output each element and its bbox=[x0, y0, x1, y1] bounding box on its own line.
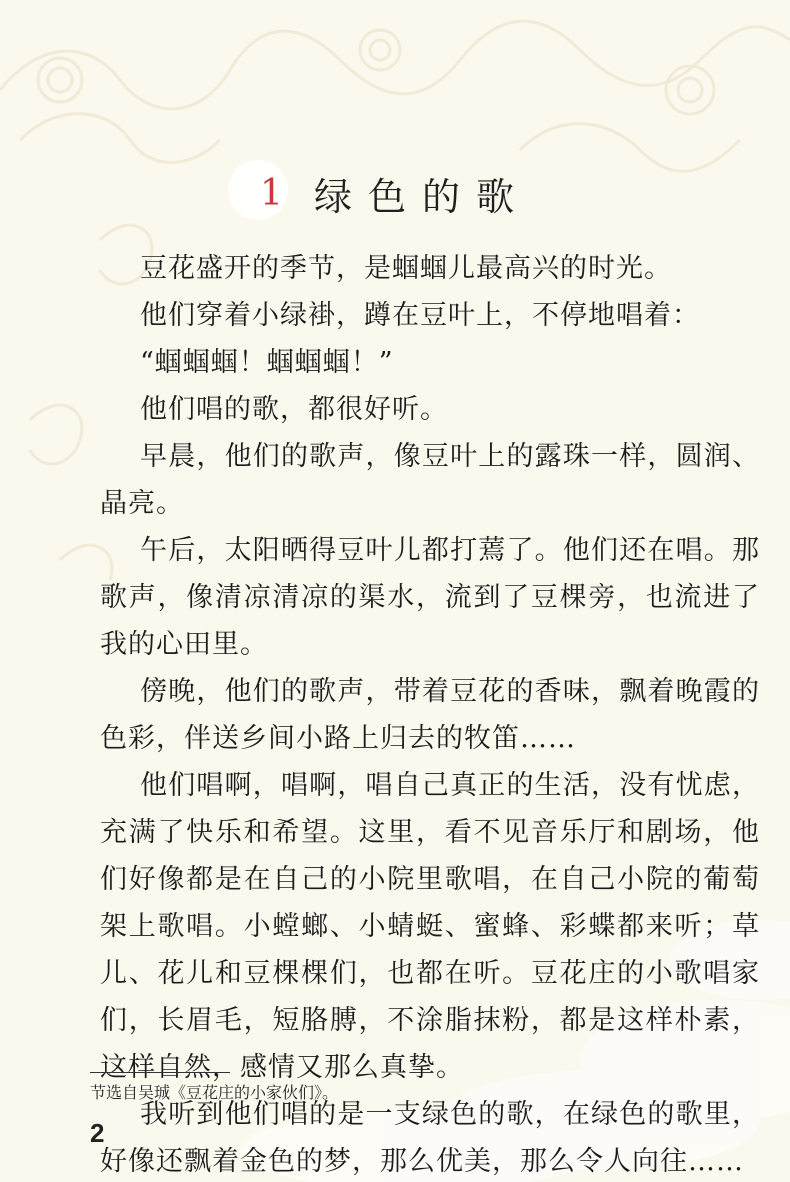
footnote: 节选自吴珹《豆花庄的小家伙们》。 bbox=[90, 1083, 339, 1102]
lesson-title: 绿色的歌 bbox=[313, 175, 530, 219]
paragraph: 午后，太阳晒得豆叶儿都打蔫了。他们还在唱。那歌声，像清凉清凉的渠水，流到了豆棵旁，也流进了我的心田里。 bbox=[100, 535, 760, 660]
paragraph: “蝈蝈蝈！蝈蝈蝈！” bbox=[140, 347, 394, 378]
lesson-body bbox=[100, 245, 760, 1182]
lesson-number: 1 bbox=[259, 173, 283, 214]
paragraph: 早晨，他们的歌声，像豆叶上的露珠一样，圆润、晶亮。 bbox=[100, 441, 760, 519]
paragraph: 我听到他们唱的是一支绿色的歌，在绿色的歌里，好像还飘着金色的梦，那么优美，那么令人向往…… bbox=[100, 1099, 760, 1177]
page-number: 2 bbox=[90, 1118, 105, 1148]
paragraph: 他们唱的歌，都很好听。 bbox=[140, 394, 448, 425]
lesson-heading bbox=[0, 166, 790, 226]
footnote-divider bbox=[90, 1072, 230, 1073]
paragraph: 他们唱啊，唱啊，唱自己真正的生活，没有忧虑，充满了快乐和希望。这里，看不见音乐厅和剧场，他们好像都是在自己的小院里歌唱，在自己小院的葡萄架上歌唱。小螳螂、小蜻蜓、蜜蜂、彩蝶都来听；草儿、花儿和豆棵棵们，也都在听。豆花庄的小歌唱家们，长眉毛，短胳膊，不涂脂抹粉，都是这样朴素，这样自然，感情又那么真挚。 bbox=[100, 770, 760, 1083]
paragraph: 豆花盛开的季节，是蝈蝈儿最高兴的时光。 bbox=[140, 253, 672, 284]
paragraph: 傍晚，他们的歌声，带着豆花的香味，飘着晚霞的色彩，伴送乡间小路上归去的牧笛…… bbox=[100, 676, 760, 754]
paragraph: 他们穿着小绿褂，蹲在豆叶上，不停地唱着： bbox=[140, 300, 700, 331]
